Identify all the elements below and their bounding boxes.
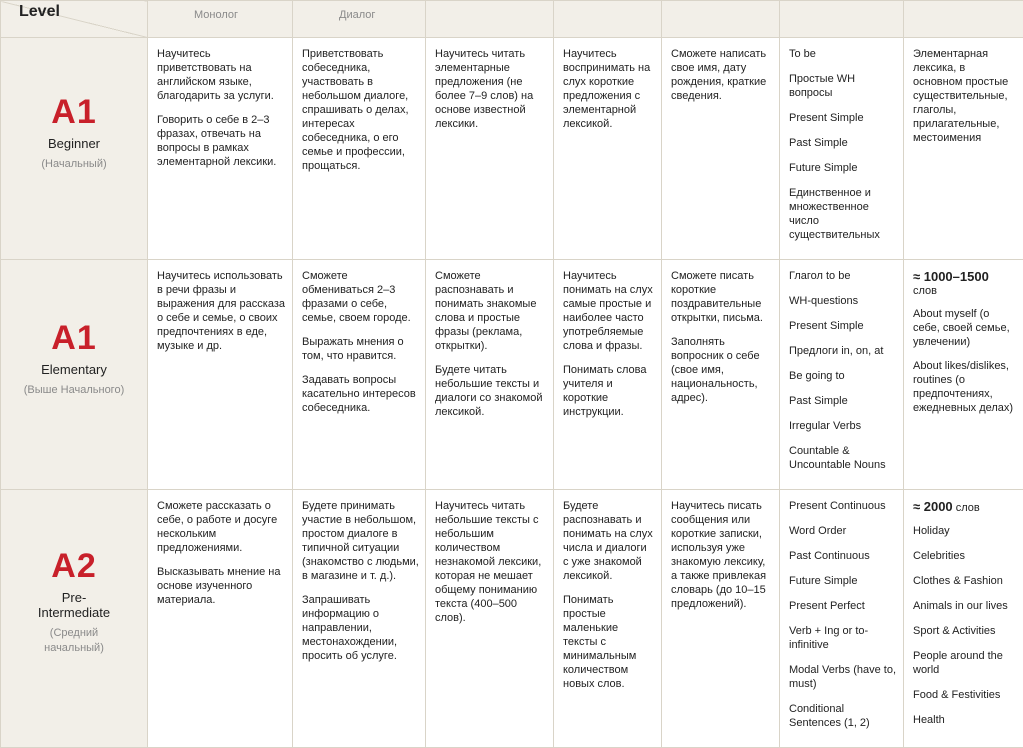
grammar-item: Past Simple — [789, 136, 897, 150]
cell-text: Научитесь понимать на слух самые простые и наиболее часто употребляемые слова и фразы. — [563, 269, 655, 353]
vocab-item: People around the world — [913, 649, 1017, 677]
reading-cell — [426, 260, 554, 490]
vocab-item: About myself (о себе, своей семье, увлечении) — [913, 307, 1017, 349]
table-header-row — [1, 1, 1023, 38]
grammar-item: Present Perfect — [789, 599, 897, 613]
level-name-ru: (Начальный) — [1, 157, 147, 172]
cell-text: Понимать простые маленькие тексты с минимальным количеством новых слов. — [563, 593, 655, 691]
vocabulary-cell — [904, 490, 1023, 748]
reading-cell — [426, 490, 554, 748]
level-header-cell — [1, 1, 148, 38]
dialog-cell — [293, 490, 426, 748]
level-code: A1 — [1, 320, 147, 356]
grammar-item: Countable & Uncountable Nouns — [789, 444, 897, 472]
level-name-ru: (Средний начальный) — [1, 626, 147, 656]
vocab-count: ≈ 1000–1500 — [913, 269, 1017, 284]
cell-text: Будете принимать участие в небольшом, простом диалоге в типичной ситуации (знакомство с людьми, в магазине и т. д.). — [302, 499, 419, 583]
listening-cell — [554, 38, 662, 260]
monolog-header: Монолог — [148, 1, 293, 38]
writing-cell — [662, 490, 780, 748]
cell-text: Будете читать небольшие тексты и диалоги со знакомой лексикой. — [435, 363, 547, 419]
cell-text: Будете распознавать и понимать на слух числа и диалоги с уже знакомой лексикой. — [563, 499, 655, 583]
grammar-item: Past Continuous — [789, 549, 897, 563]
cell-text: Сможете писать короткие поздравительные открытки, письма. — [671, 269, 773, 325]
grammar-item: Единственное и множественное число существительных — [789, 186, 897, 242]
grammar-item: Past Simple — [789, 394, 897, 408]
cell-text: Запрашивать информацию о направлении, местонахождении, просить об услуге. — [302, 593, 419, 663]
grammar-item: Conditional Sentences (1, 2) — [789, 702, 897, 730]
cell-text: Сможете рассказать о себе, о работе и досуге нескольким предложениями. — [157, 499, 286, 555]
vocab-item: Animals in our lives — [913, 599, 1017, 613]
level-cell — [1, 490, 148, 748]
grammar-header — [780, 1, 904, 38]
reading-cell — [426, 38, 554, 260]
cell-text: Приветствовать собеседника, участвовать в небольшом диалоге, спрашивать о делах, интересах собеседника, о его семье и профессии, прощаться. — [302, 47, 419, 173]
table-row — [1, 490, 1023, 748]
writing-cell — [662, 260, 780, 490]
monolog-cell — [148, 260, 293, 490]
level-name: Pre-Intermediate — [1, 590, 147, 620]
cell-text: Заполнять вопросник о себе (свое имя, национальность, адрес). — [671, 335, 773, 405]
cell-text: Научитесь использовать в речи фразы и выражения для рассказа о себе и семье, о своих предпочтениях в еде, музыке и др. — [157, 269, 286, 353]
cell-text: Выражать мнения о том, что нравится. — [302, 335, 419, 363]
grammar-item: Future Simple — [789, 161, 897, 175]
writing-cell — [662, 38, 780, 260]
grammar-item: Present Continuous — [789, 499, 897, 513]
table-row — [1, 260, 1023, 490]
table-row — [1, 38, 1023, 260]
vocab-unit: слов — [913, 284, 1017, 298]
grammar-item: WH-questions — [789, 294, 897, 308]
vocab-item: Элементарная лексика, в основном простые существительные, глаголы, прилагательные, местоимения — [913, 47, 1017, 145]
cell-text: Научитесь приветствовать на английском языке, благодарить за услуги. — [157, 47, 286, 103]
cell-text: Высказывать мнение на основе изученного материала. — [157, 565, 286, 607]
cell-text: Говорить о себе в 2–3 фразах, отвечать на вопросы в рамках элементарной лексики. — [157, 113, 286, 169]
vocab-item: Health — [913, 713, 1017, 727]
vocab-count: ≈ 2000 — [913, 499, 953, 514]
grammar-item: Глагол to be — [789, 269, 897, 283]
vocabulary-cell — [904, 38, 1023, 260]
dialog-cell — [293, 38, 426, 260]
dialog-header: Диалог — [293, 1, 426, 38]
grammar-item: Modal Verbs (have to, must) — [789, 663, 897, 691]
writing-header — [662, 1, 780, 38]
vocab-unit: слов — [956, 502, 980, 514]
cell-text: Задавать вопросы касательно интересов собеседника. — [302, 373, 419, 415]
vocab-item: Clothes & Fashion — [913, 574, 1017, 588]
vocabulary-cell — [904, 260, 1023, 490]
vocab-item: About likes/dislikes, routines (о предпочтениях, ежедневных делах) — [913, 359, 1017, 415]
grammar-item: Present Simple — [789, 319, 897, 333]
grammar-item: Irregular Verbs — [789, 419, 897, 433]
grammar-item: Word Order — [789, 524, 897, 538]
level-header: Level — [19, 3, 60, 21]
dialog-cell — [293, 260, 426, 490]
grammar-item: Be going to — [789, 369, 897, 383]
listening-cell — [554, 260, 662, 490]
level-code: A1 — [1, 94, 147, 130]
cell-text: Научитесь воспринимать на слух короткие предложения с элементарной лексикой. — [563, 47, 655, 131]
cell-text: Понимать слова учителя и короткие инструкции. — [563, 363, 655, 419]
listening-header — [554, 1, 662, 38]
grammar-item: Предлоги in, on, at — [789, 344, 897, 358]
cell-text: Сможете написать свое имя, дату рождения, краткие сведения. — [671, 47, 773, 103]
level-name-ru: (Выше Начального) — [1, 383, 147, 398]
monolog-cell — [148, 38, 293, 260]
vocab-item: Celebrities — [913, 549, 1017, 563]
monolog-cell — [148, 490, 293, 748]
grammar-item: Present Simple — [789, 111, 897, 125]
cell-text: Сможете обмениваться 2–3 фразами о себе, семье, своем городе. — [302, 269, 419, 325]
grammar-item: Простые WH вопросы — [789, 72, 897, 100]
grammar-item: To be — [789, 47, 897, 61]
cell-text: Научитесь читать элементарные предложения (не более 7–9 слов) на основе известной лексики. — [435, 47, 547, 131]
cell-text: Сможете распознавать и понимать знакомые слова и простые фразы (реклама, открытки). — [435, 269, 547, 353]
reading-header — [426, 1, 554, 38]
grammar-cell — [780, 490, 904, 748]
level-cell — [1, 260, 148, 490]
grammar-item: Future Simple — [789, 574, 897, 588]
cell-text: Научитесь читать небольшие тексты с небольшим количеством незнакомой лексики, которая не мешает общему пониманию текста (400–500 слов). — [435, 499, 547, 625]
level-name: Beginner — [1, 136, 147, 151]
level-name: Elementary — [1, 362, 147, 377]
vocab-item: Food & Festivities — [913, 688, 1017, 702]
cell-text: Научитесь писать сообщения или короткие записки, используя уже знакомую лексику, а также привлекая словарь (до 10–15 предложений). — [671, 499, 773, 611]
grammar-item: Verb + Ing or to-infinitive — [789, 624, 897, 652]
level-cell — [1, 38, 148, 260]
vocab-item: Holiday — [913, 524, 1017, 538]
vocabulary-header — [904, 1, 1023, 38]
listening-cell — [554, 490, 662, 748]
vocab-item: Sport & Activities — [913, 624, 1017, 638]
level-code: A2 — [1, 548, 147, 584]
grammar-cell — [780, 38, 904, 260]
grammar-cell — [780, 260, 904, 490]
